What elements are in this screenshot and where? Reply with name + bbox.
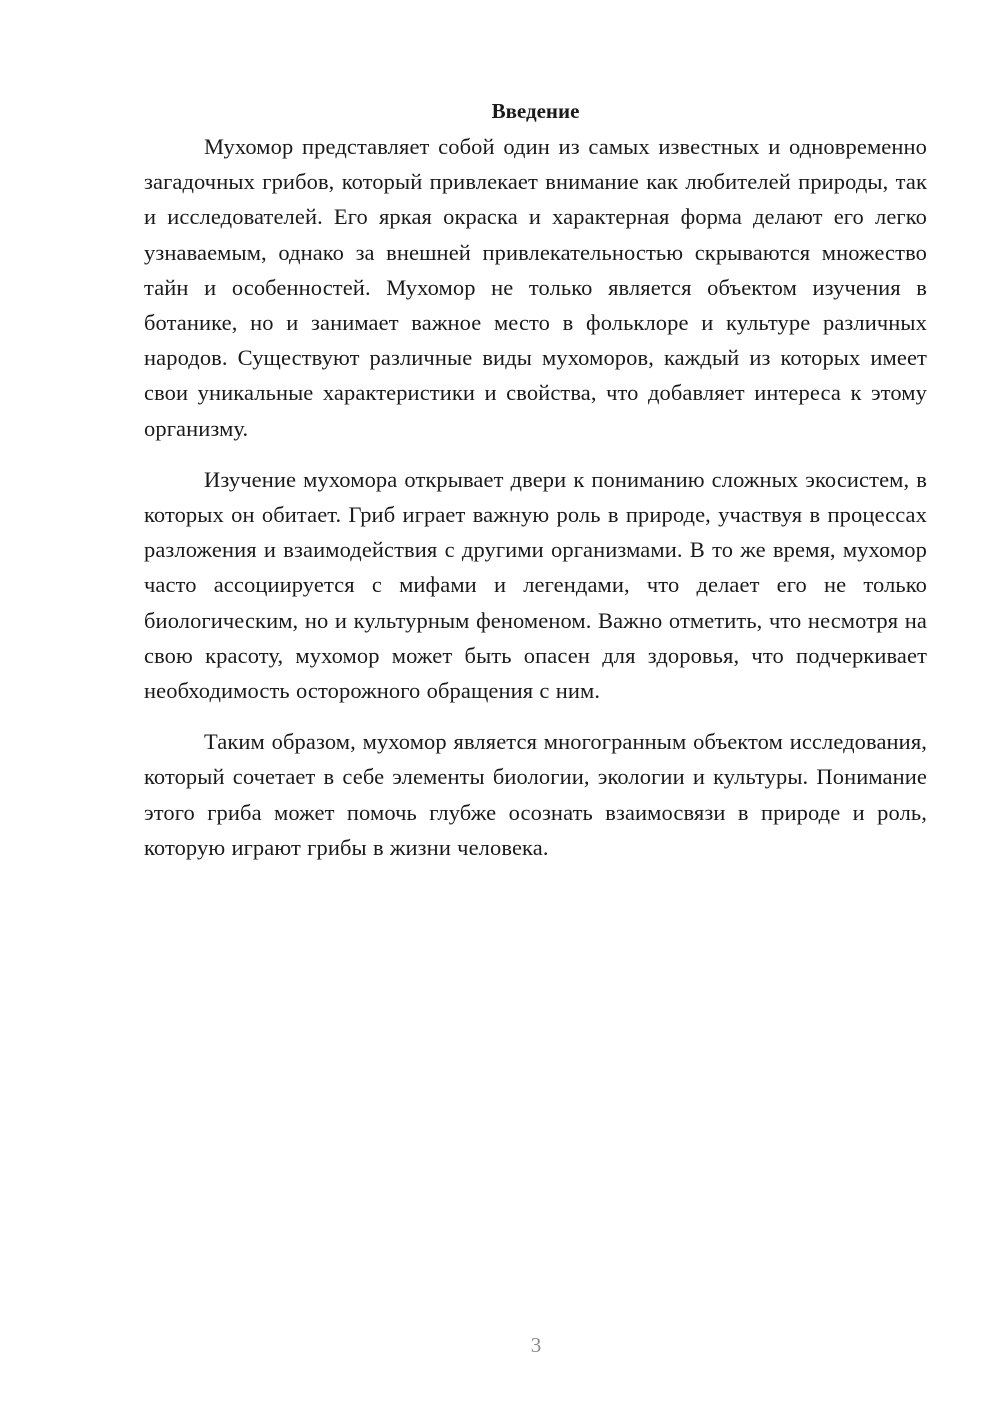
paragraph-3: Таким образом, мухомор является многогранным объектом исследования, который сочетает в себе элементы биологии, экологии и культуры. Понимание этого гриба может помочь глубже осознать взаимосвязи в природе и роль, которую играют грибы в жизни человека. <box>144 729 927 860</box>
paragraph-1: Мухомор представляет собой один из самых известных и одновременно загадочных грибов, который привлекает внимание как любителей природы, так и исследователей. Его яркая окраска и характерная форма делают его легко узнаваемым, однако за внешней привлекательностью скрываются множество тайн и особенностей. Мухомор не только является объектом изучения в ботанике, но и занимает важное место в фольклоре и культуре различных народов. Существуют различные виды мухоморов, каждый из которых имеет свои уникальные характеристики и свойства, что добавляет интереса к этому организму. <box>144 134 927 441</box>
section-heading: Введение <box>491 99 580 123</box>
page-number: 3 <box>530 1333 542 1357</box>
paragraph-2: Изучение мухомора открывает двери к пониманию сложных экосистем, в которых он обитает. Гриб играет важную роль в природе, участвуя в процессах разложения и взаимодействия с другими организмами. В то же время, мухомор часто ассоциируется с мифами и легендами, что делает его не только биологическим, но и культурным феноменом. Важно отметить, что несмотря на свою красоту, мухомор может быть опасен для здоровья, что подчеркивает необходимость осторожного обращения с ним. <box>144 466 927 704</box>
document-body <box>144 95 927 881</box>
